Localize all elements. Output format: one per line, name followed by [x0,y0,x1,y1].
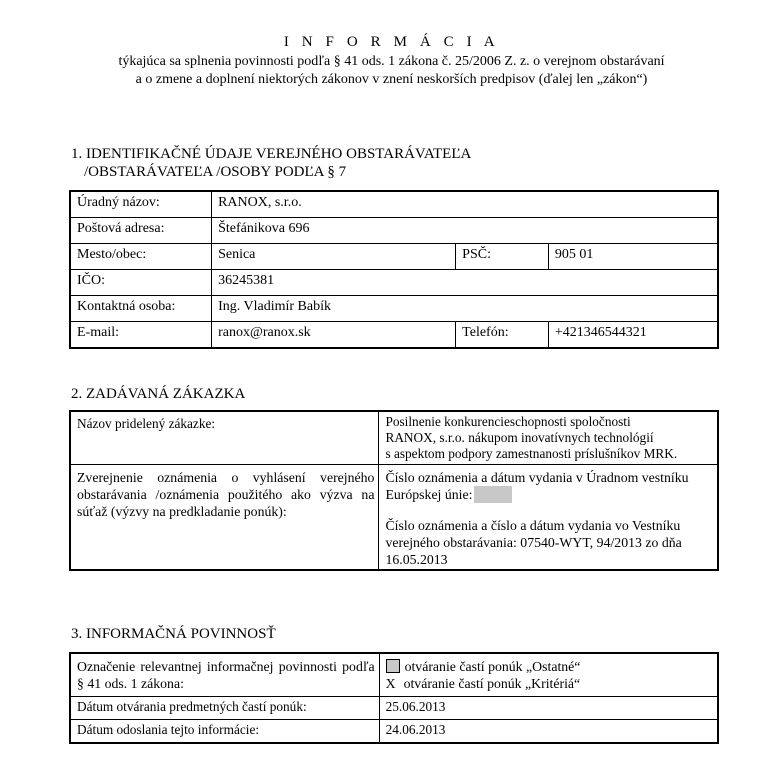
contract-name-line2: RANOX, s.r.o. nákupom inovatívnych technológií [385,430,654,445]
email-label: E-mail: [70,322,212,349]
redacted-field [474,486,512,503]
section2-heading: 2. ZADÁVANÁ ZÁKAZKA [71,386,246,402]
document-title: I N F O R M Á C I A [283,34,500,50]
option-ostatne-label: otváranie častí ponúk „Ostatné“ [404,659,581,674]
option-kriteria[interactable] [386,675,717,692]
table-row [70,191,718,218]
designation-label: Označenie relevantnej informačnej povinnosti podľa § 41 ods. 1 zákona: [70,653,379,697]
ico-label: IČO: [70,270,212,296]
sending-date-label: Dátum odoslania tejto informácie: [70,720,379,744]
psc-value: 905 01 [548,244,718,270]
ojeu-label: Európskej únie: [385,487,473,502]
table-row [70,465,718,571]
ojeu-line2 [385,486,717,503]
table-row [70,697,718,720]
section1-heading-line1: 1. IDENTIFIKAČNÉ ÚDAJE VEREJNÉHO OBSTARÁVATEĽA [71,146,472,162]
table-row [70,244,718,270]
vvo-line3: 16.05.2013 [385,552,448,567]
city-value: Senica [212,244,456,270]
table-row [70,270,718,296]
option-ostatne[interactable] [386,658,717,675]
table-row [70,411,718,465]
official-name-value: RANOX, s.r.o. [212,191,718,218]
section3-heading: 3. INFORMAČNÁ POVINNOSŤ [71,626,276,642]
document-subtitle-line1: týkajúca sa splnenia povinnosti podľa § 41 ods. 1 zákona č. 25/2006 Z. z. o verejnom obstarávaní [118,54,665,69]
table-row [70,322,718,349]
contact-person-label: Kontaktná osoba: [70,296,212,322]
x-mark-icon: X [385,676,396,691]
designation-options [379,653,718,697]
section1-heading-line2: /OBSTARÁVATEĽA /OSOBY PODĽA § 7 [84,164,347,180]
contract-name-line1: Posilnenie konkurencieschopnosti spoločnosti [385,414,631,429]
identification-table [69,190,719,349]
phone-value: +421346544321 [548,322,718,349]
option-kriteria-label: otváranie častí ponúk „Kritériá“ [403,676,581,691]
email-value: ranox@ranox.sk [212,322,456,349]
postal-address-value: Štefánikova 696 [212,218,718,244]
city-label: Mesto/obec: [70,244,212,270]
document-subtitle-line2: a o zmene a doplnení niektorých zákonov v znení neskorších predpisov (ďalej len „zákon“) [135,72,648,87]
table-row [70,296,718,322]
contact-person-value: Ing. Vladimír Babík [212,296,718,322]
ojeu-line1: Číslo oznámenia a dátum vydania v Úradnom vestníku [385,470,689,485]
contract-table [69,410,719,571]
table-row [70,653,718,697]
table-row [70,720,718,744]
psc-label: PSČ: [456,244,549,270]
information-duty-table [69,652,719,744]
publication-label: Zverejnenie oznámenia o vyhlásení verejného obstarávania /oznámenia použitého ako výzva na súťaž (výzvy na predkladanie ponúk): [70,465,379,571]
opening-date-label: Dátum otvárania predmetných častí ponúk: [70,697,379,720]
contract-name-label: Názov pridelený zákazke: [70,411,379,465]
publication-value [379,465,718,571]
phone-label: Telefón: [456,322,549,349]
opening-date-value: 25.06.2013 [379,697,718,720]
contract-name-line3: s aspektom podpory zamestnanosti príslušníkov MRK. [385,446,678,461]
ico-value: 36245381 [212,270,718,296]
sending-date-value: 24.06.2013 [379,720,718,744]
table-row [70,218,718,244]
checkbox-icon[interactable] [386,659,400,673]
contract-name-value [379,411,718,465]
vvo-line2: verejného obstarávania: 07540-WYT, 94/2013 zo dňa [385,535,682,550]
postal-address-label: Poštová adresa: [70,218,212,244]
official-name-label: Úradný názov: [70,191,212,218]
vvo-line1: Číslo oznámenia a číslo a dátum vydania vo Vestníku [385,518,681,533]
